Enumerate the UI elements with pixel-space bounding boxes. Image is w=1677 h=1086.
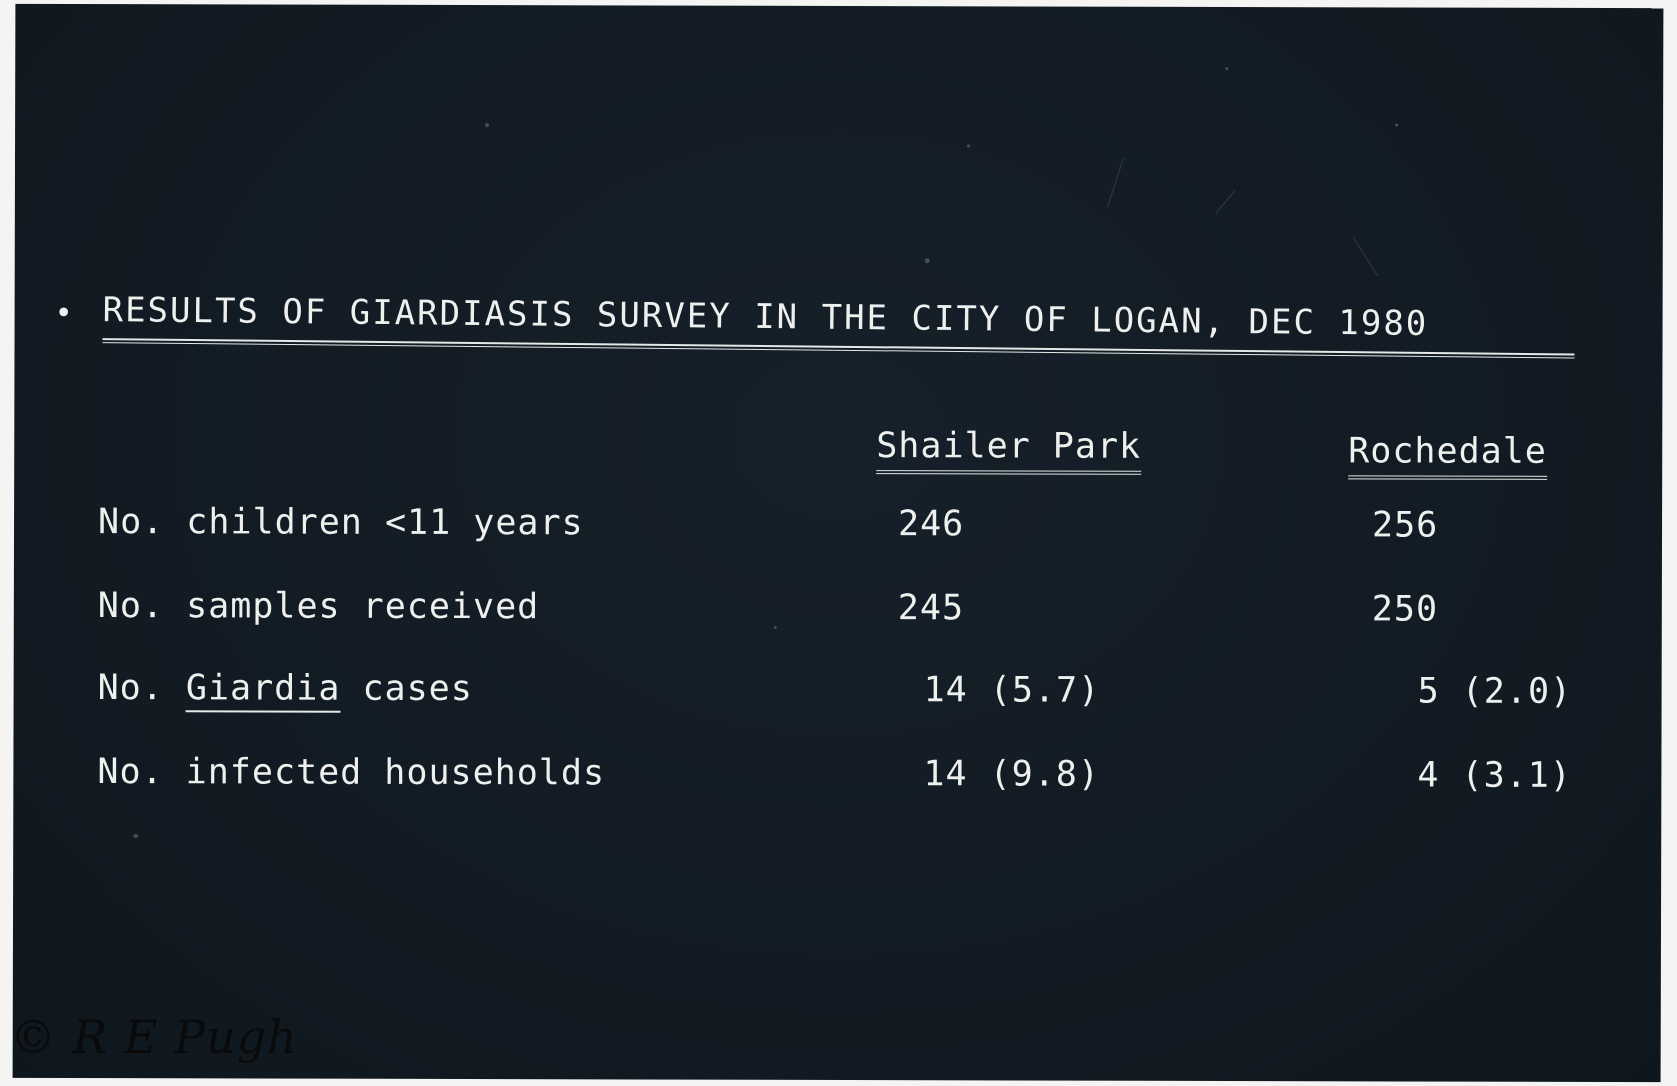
cell-rochedale-households: 4 (3.1) — [1417, 755, 1572, 796]
cell-rochedale-children: 256 — [1371, 505, 1439, 546]
row-label-prefix: No. — [97, 668, 186, 709]
row-label-suffix: cases — [340, 668, 473, 710]
dust-speck — [1395, 123, 1398, 126]
cell-shailer-samples: 245 — [897, 588, 965, 629]
cell-rochedale-giardia-cases: 5 (2.0) — [1417, 671, 1573, 712]
row-label-samples — [98, 586, 540, 627]
dust-hair — [1107, 158, 1124, 208]
dust-speck — [774, 626, 777, 629]
column-header-shailer-park: Shailer Park — [876, 426, 1141, 475]
dust-speck — [967, 144, 970, 147]
row-label-text: No. children <11 years — [97, 502, 584, 544]
cell-rochedale-samples: 250 — [1371, 589, 1439, 630]
column-header-rochedale: Rochedale — [1348, 431, 1547, 480]
row-label-text: No. samples received — [97, 586, 540, 628]
row-label-giardia-cases — [98, 668, 473, 709]
title-bullet: • — [54, 295, 74, 331]
dust-hair — [1353, 237, 1378, 277]
cell-shailer-children: 246 — [897, 504, 965, 545]
row-label-children — [98, 502, 584, 543]
row-label-text: No. infected households — [97, 752, 606, 794]
cell-shailer-giardia-cases: 14 (5.7) — [923, 670, 1101, 711]
dust-speck — [485, 123, 489, 127]
row-label-households — [97, 752, 605, 793]
dust-speck — [925, 258, 930, 263]
cell-shailer-households: 14 (9.8) — [923, 754, 1101, 795]
dust-hair — [1215, 190, 1235, 214]
slide — [13, 4, 1664, 1082]
dust-speck — [133, 834, 138, 838]
row-label-emphasis: Giardia — [186, 668, 341, 712]
dust-speck — [1225, 67, 1228, 70]
slide-title: RESULTS OF GIARDIASIS SURVEY IN THE CITY OF LOGAN, DEC 1980 — [102, 290, 1429, 344]
copyright-watermark: © R E Pugh — [10, 1010, 298, 1064]
